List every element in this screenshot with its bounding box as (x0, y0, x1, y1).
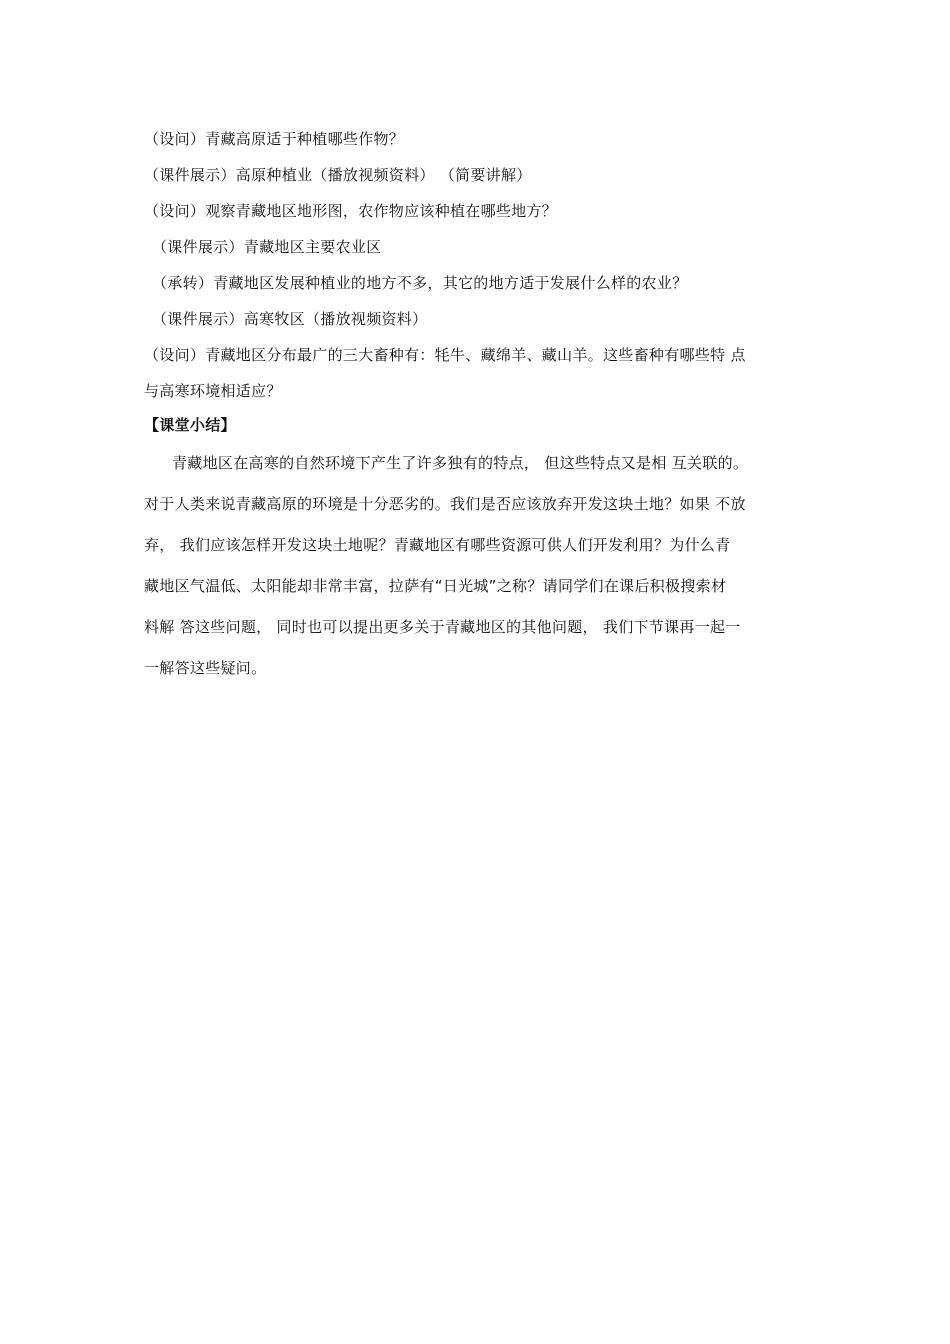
summary-paragraph (144, 443, 808, 689)
summary-line: 藏地区气温低、太阳能却非常丰富，拉萨有“日光城”之称？请同学们在课后积极搜索材 (144, 577, 727, 595)
courseware-planting: （课件展示）高原种植业（播放视频资料） （简要讲解） (144, 166, 532, 184)
transition-agriculture: （承转）青藏地区发展种植业的地方不多，其它的地方适于发展什么样的农业？ (152, 274, 688, 292)
summary-line: 青藏地区在高寒的自然环境下产生了许多独有的特点， 但这些特点又是相 互关联的。 (172, 454, 749, 472)
question-crops: （设问）青藏高原适于种植哪些作物？ (144, 130, 405, 148)
summary-line: 弃， 我们应该怎样开发这块土地呢？青藏地区有哪些资源可供人们开发利用？为什么青 (144, 536, 731, 554)
courseware-agriculture-zone: （课件展示）青藏地区主要农业区 (152, 238, 382, 256)
question-terrain: （设问）观察青藏地区地形图，农作物应该种植在哪些地方？ (144, 202, 558, 220)
document-body (144, 121, 810, 689)
question-livestock: （设问）青藏地区分布最广的三大畜种有：牦牛、藏绵羊、藏山羊。这些畜种有哪些特 点 (144, 346, 746, 364)
question-livestock-continued: 与高寒环境相适应？ (144, 382, 282, 400)
summary-line: 一解答这些疑问。 (144, 659, 267, 677)
summary-line: 对于人类来说青藏高原的环境是十分恶劣的。我们是否应该放弃开发这块土地？如果 不放 (144, 495, 746, 513)
courseware-pasture: （课件展示）高寒牧区（播放视频资料） (152, 310, 428, 328)
summary-heading: 【课堂小结】 (144, 416, 236, 434)
summary-line: 料解 答这些问题， 同时也可以提出更多关于青藏地区的其他问题， 我们下节课再一起一 (144, 618, 741, 636)
